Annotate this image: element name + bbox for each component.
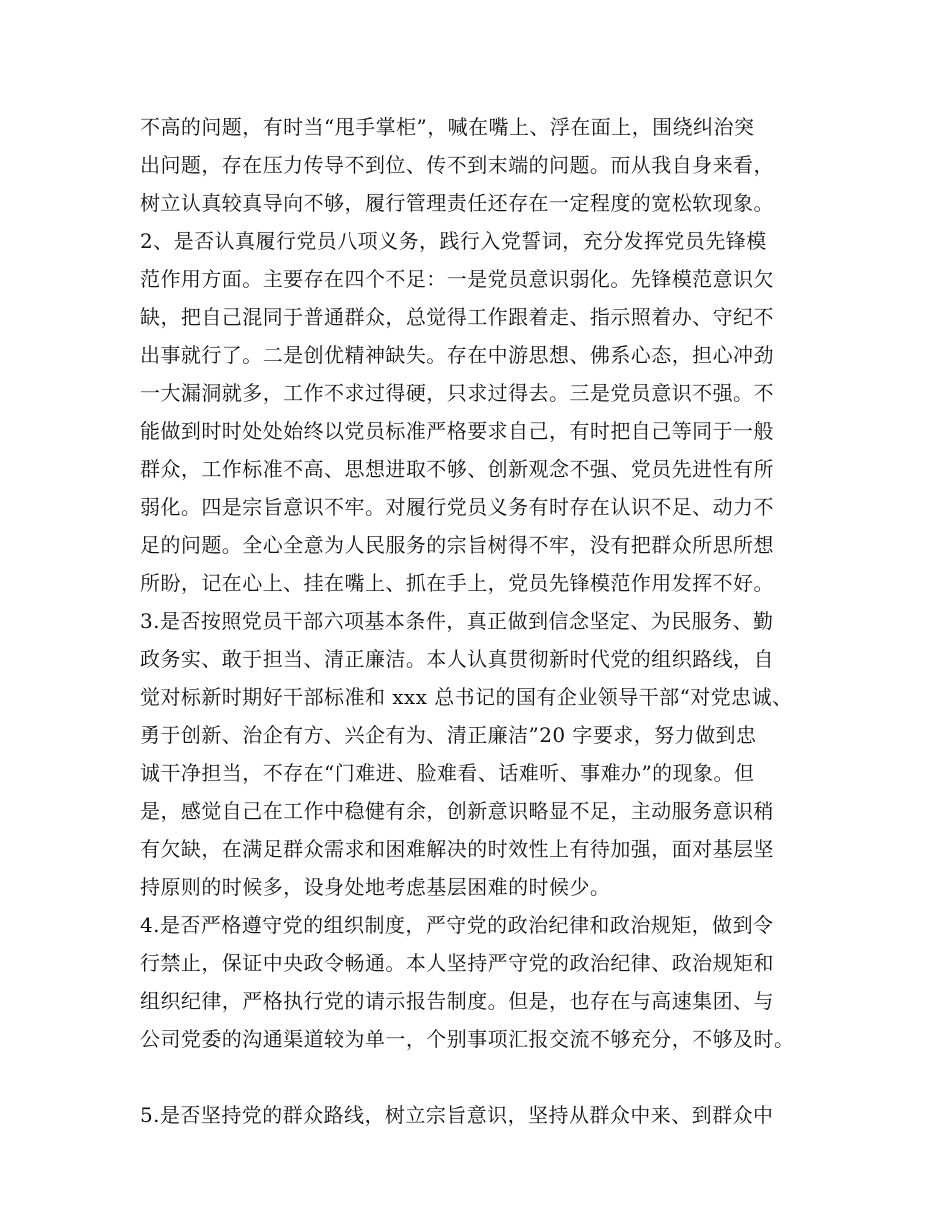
text-line: 5.是否坚持党的群众路线，树立宗旨意识，坚持从群众中来、到群众中: [140, 1103, 774, 1127]
text-line: 是，感觉自己在工作中稳健有余，创新意识略显不足，主动服务意识稍: [140, 799, 774, 823]
text-line: 缺，把自己混同于普通群众，总觉得工作跟着走、指示照着办、守纪不: [140, 305, 774, 329]
text-line: 组织纪律，严格执行党的请示报告制度。但是，也存在与高速集团、与: [140, 989, 774, 1013]
text-line: 行禁止，保证中央政令畅通。本人坚持严守党的政治纪律、政治规矩和: [140, 951, 774, 975]
document-body: [140, 108, 840, 1134]
text-line: 群众，工作标准不高、思想进取不够、创新观念不强、党员先进性有所: [140, 457, 774, 481]
text-line: 所盼，记在心上、挂在嘴上、抓在手上，党员先锋模范作用发挥不好。: [140, 571, 774, 595]
text-line: 弱化。四是宗旨意识不牢。对履行党员义务有时存在认识不足、动力不: [140, 495, 774, 519]
text-line: 持原则的时候多，设身处地考虑基层困难的时候少。: [140, 875, 611, 899]
text-line: 出问题，存在压力传导不到位、传不到末端的问题。而从我自身来看，: [140, 153, 774, 177]
blank-line: [140, 1058, 840, 1096]
text-line: 能做到时时处处始终以党员标准严格要求自己，有时把自己等同于一般: [140, 419, 774, 443]
text-line: 觉对标新时期好干部标准和 xxx 总书记的国有企业领导干部“对党忠诚、: [140, 685, 793, 709]
text-line: 政务实、敢于担当、清正廉洁。本人认真贯彻新时代党的组织路线，自: [140, 647, 774, 671]
text-line: 足的问题。全心全意为人民服务的宗旨树得不牢，没有把群众所思所想: [140, 533, 774, 557]
text-line: 不高的问题，有时当“甩手掌柜”，喊在嘴上、浮在面上，围绕纠治突: [140, 115, 755, 139]
text-line: 2、是否认真履行党员八项义务，践行入党誓词，充分发挥党员先锋模: [140, 229, 767, 253]
text-line: 勇于创新、治企有方、兴企有为、清正廉洁”20 字要求，努力做到忠: [140, 723, 757, 747]
text-line: 出事就行了。二是创优精神缺失。存在中游思想、佛系心态，担心冲劲: [140, 343, 774, 367]
text-line: 4.是否严格遵守党的组织制度，严守党的政治纪律和政治规矩，做到令: [140, 913, 774, 937]
text-line: 有欠缺，在满足群众需求和困难解决的时效性上有待加强，面对基层坚: [140, 837, 774, 861]
text-line: 一大漏洞就多，工作不求过得硬，只求过得去。三是党员意识不强。不: [140, 381, 774, 405]
text-line: 公司党委的沟通渠道较为单一，个别事项汇报交流不够充分，不够及时。: [140, 1027, 795, 1051]
text-line: 范作用方面。主要存在四个不足：一是党员意识弱化。先锋模范意识欠: [140, 267, 774, 291]
text-line: 诚干净担当，不存在“门难进、脸难看、话难听、事难办”的现象。但: [140, 761, 755, 785]
text-line: 3.是否按照党员干部六项基本条件，真正做到信念坚定、为民服务、勤: [140, 609, 774, 633]
text-line: 树立认真较真导向不够，履行管理责任还存在一定程度的宽松软现象。: [140, 191, 774, 215]
